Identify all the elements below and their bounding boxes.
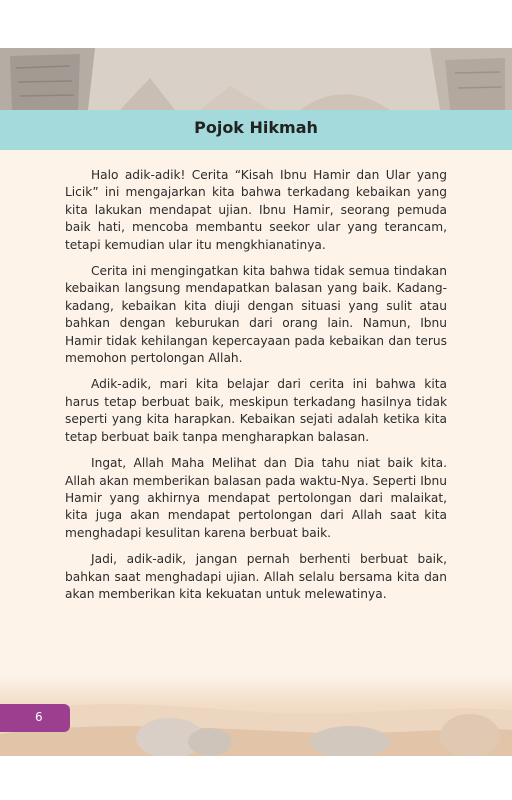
- page-number: 6: [35, 710, 43, 724]
- book-page: [0, 48, 512, 756]
- paragraph: Halo adik-adik! Cerita “Kisah Ibnu Hamir dan Ular yang Licik” ini mengajarkan kita bahwa terkadang kebaikan yang kita lakukan mendapat ujian. Ibnu Hamir, seorang pemuda baik hati, mencoba membantu seekor ular yang terancam, tetapi kemudian ular itu mengkhianatinya.: [65, 168, 447, 252]
- paragraph: Cerita ini mengingatkan kita bahwa tidak semua tindakan kebaikan langsung mendapatkan balasan yang baik. Kadang-kadang, kebaikan kita diuji dengan situasi yang sulit atau bahkan dengan keburukan dari orang lain. Namun, Ibnu Hamir tidak kehilangan kepercayaan pada kebaikan dan terus memohon pertolongan Allah.: [65, 264, 447, 366]
- header-illustration: [0, 48, 512, 110]
- paragraph: Jadi, adik-adik, jangan pernah berhenti berbuat baik, bahkan saat menghadapi ujian. Allah selalu bersama kita dan akan memberikan kita kekuatan untuk melewatinya.: [65, 552, 447, 601]
- paragraph: Ingat, Allah Maha Melihat dan Dia tahu niat baik kita. Allah akan memberikan balasan pada waktu-Nya. Seperti Ibnu Hamir yang akhirnya mendapat pertolongan dari malaikat, kita juga akan mendapat pertolongan dari Allah saat kita menghadapi kesulitan karena berbuat baik.: [65, 456, 447, 540]
- story-text: [65, 167, 447, 612]
- paragraph: Adik-adik, mari kita belajar dari cerita ini bahwa kita harus tetap berbuat baik, meskipun terkadang hasilnya tidak seperti yang kita harapkan. Kebaikan sejati adalah ketika kita tetap berbuat baik tanpa mengharapkan balasan.: [65, 377, 447, 444]
- page-title: Pojok Hikmah: [194, 118, 318, 137]
- footer-illustration: [0, 676, 512, 756]
